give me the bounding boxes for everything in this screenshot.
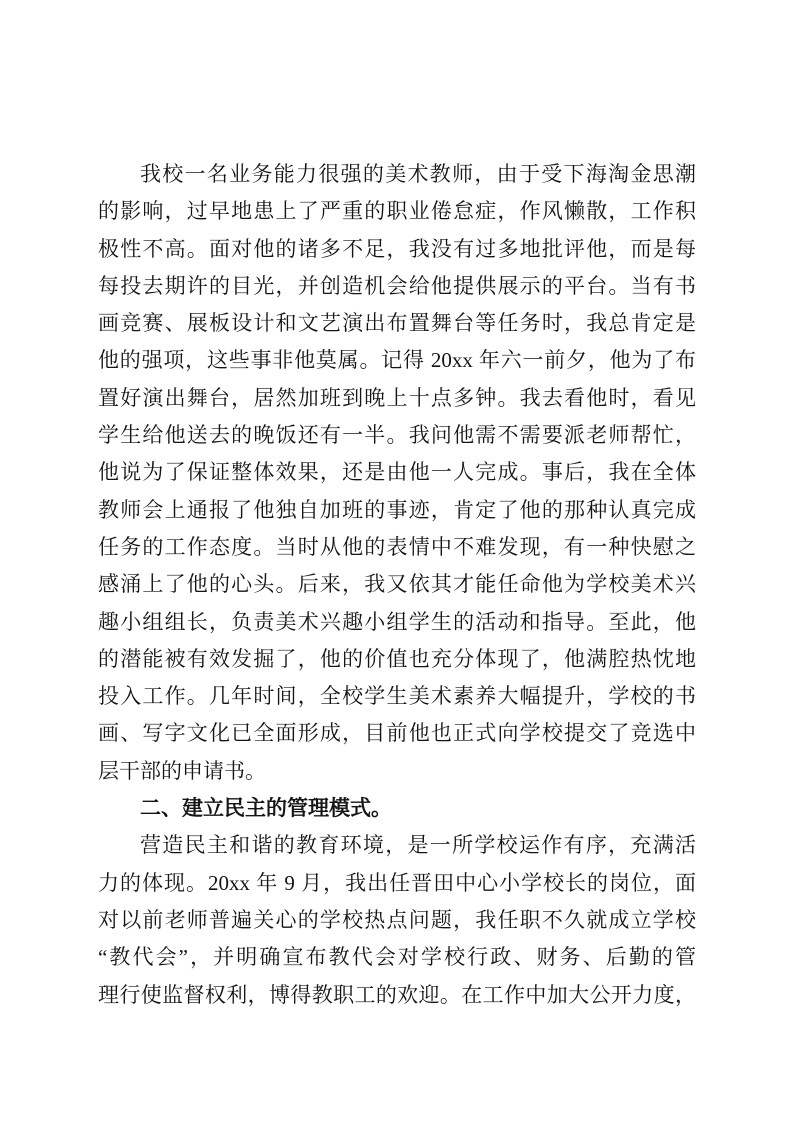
text-line: “教代会”，并明确宣布教代会对学校行政、财务、后勤的管 — [98, 945, 696, 970]
text-line: 每投去期许的目光，并创造机会给他提供展示的平台。当有书 — [98, 273, 696, 298]
text-line: 力的体现。20xx 年 9 月，我出任晋田中心小学校长的岗位，面 — [98, 870, 696, 895]
text-line: 投入工作。几年时间，全校学生美术素养大幅提升，学校的书 — [98, 684, 696, 709]
paragraph-art-teacher-story — [98, 156, 696, 790]
text-line: 我校一名业务能力很强的美术教师，由于受下海淘金思潮 — [140, 162, 696, 186]
text-line: 感涌上了他的心头。后来，我又依其才能任命他为学校美术兴 — [98, 572, 696, 597]
text-line: 对以前老师普遍关心的学校热点问题，我任职不久就成立学校 — [98, 907, 696, 932]
text-line: 画、写字文化已全面形成，目前他也正式向学校提交了竞选中 — [98, 721, 696, 746]
text-line: 二、建立民主的管理模式。 — [140, 796, 392, 821]
text-line: 画竞赛、展板设计和文艺演出布置舞台等任务时，我总肯定是 — [98, 311, 696, 336]
text-line: 教师会上通报了他独自加班的事迹，肯定了他的那种认真完成 — [98, 497, 696, 522]
text-line: 趣小组组长，负责美术兴趣小组学生的活动和指导。至此，他 — [98, 609, 696, 634]
text-line: 他说为了保证整体效果，还是由他一人完成。事后，我在全体 — [98, 460, 696, 485]
text-line: 营造民主和谐的教育环境，是一所学校运作有序，充满活 — [140, 833, 696, 858]
paragraph-democratic-management — [98, 827, 696, 1013]
text-line: 任务的工作态度。当时从他的表情中不难发现，有一种快慰之 — [98, 534, 696, 559]
text-line: 学生给他送去的晚饭还有一半。我问他需不需要派老师帮忙， — [98, 423, 696, 448]
text-line: 的潜能被有效发掘了，他的价值也充分体现了，他满腔热忱地 — [98, 646, 696, 671]
text-line: 置好演出舞台，居然加班到晚上十点多钟。我去看他时，看见 — [98, 385, 696, 410]
text-line: 他的强项，这些事非他莫属。记得 20xx 年六一前夕，他为了布 — [98, 348, 696, 373]
text-line: 理行使监督权利，博得教职工的欢迎。在工作中加大公开力度， — [98, 982, 696, 1007]
text-line: 的影响，过早地患上了严重的职业倦怠症，作风懒散，工作积 — [98, 199, 696, 224]
text-line: 层干部的申请书。 — [98, 758, 266, 783]
text-line: 极性不高。面对他的诸多不足，我没有过多地批评他，而是每 — [98, 236, 696, 261]
document-body — [98, 156, 696, 1014]
heading-section-two — [98, 790, 696, 827]
